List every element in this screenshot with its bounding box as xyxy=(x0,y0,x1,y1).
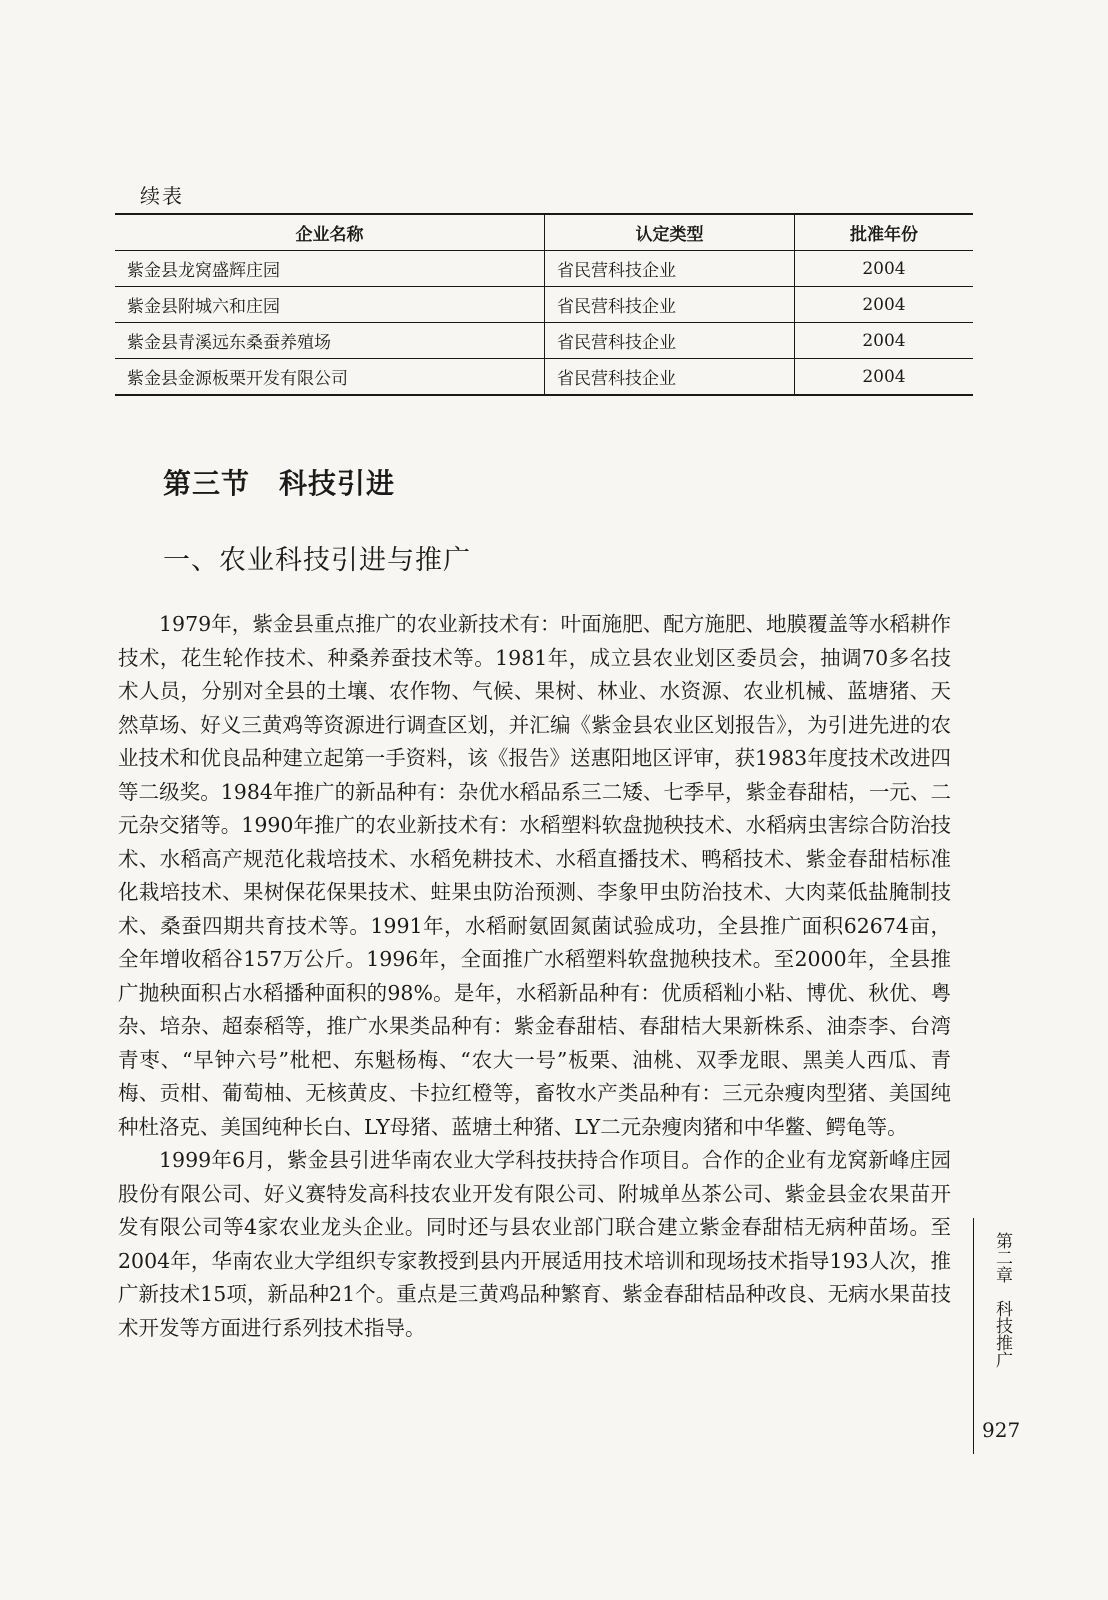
body-text xyxy=(118,608,951,1345)
table-caption: 续表 xyxy=(140,184,184,208)
cell-certification-type: 省民营科技企业 xyxy=(545,287,795,323)
cell-approval-year: 2004 xyxy=(795,323,974,359)
sidebar-divider xyxy=(973,1218,974,1454)
cell-approval-year: 2004 xyxy=(795,251,974,287)
paragraph: 1999年6月，紫金县引进华南农业大学科技扶持合作项目。合作的企业有龙窝新峰庄园股份有限公司、好义赛特发高科技农业开发有限公司、附城单丛茶公司、紫金县金农果苗开发有限公司等4家农业龙头企业。同时还与县农业部门联合建立紫金春甜桔无病种苗场。至2004年，华南农业大学组织专家教授到县内开展适用技术培训和现场技术指导193人次，推广新技术15项，新品种21个。重点是三黄鸡品种繁育、紫金春甜桔品种改良、无病水果苗技术开发等方面进行系列技术指导。 xyxy=(118,1148,951,1340)
cell-enterprise-name: 紫金县青溪远东桑蚕养殖场 xyxy=(115,323,545,359)
cell-approval-year: 2004 xyxy=(795,359,974,396)
cell-approval-year: 2004 xyxy=(795,287,974,323)
column-header-name: 企业名称 xyxy=(115,214,545,251)
column-header-type: 认定类型 xyxy=(545,214,795,251)
table-row xyxy=(115,323,973,359)
enterprise-table xyxy=(115,213,973,396)
subsection-title: 一、农业科技引进与推广 xyxy=(163,545,471,576)
table-row xyxy=(115,251,973,287)
table-header-row xyxy=(115,214,973,251)
cell-certification-type: 省民营科技企业 xyxy=(545,359,795,396)
chapter-label: 第二章 科技推广 xyxy=(992,1232,1012,1368)
page-number: 927 xyxy=(982,1418,1021,1442)
cell-certification-type: 省民营科技企业 xyxy=(545,323,795,359)
cell-certification-type: 省民营科技企业 xyxy=(545,251,795,287)
cell-enterprise-name: 紫金县金源板栗开发有限公司 xyxy=(115,359,545,396)
cell-enterprise-name: 紫金县龙窝盛辉庄园 xyxy=(115,251,545,287)
section-title: 第三节 科技引进 xyxy=(163,467,396,500)
table-row xyxy=(115,359,973,396)
column-header-year: 批准年份 xyxy=(795,214,974,251)
cell-enterprise-name: 紫金县附城六和庄园 xyxy=(115,287,545,323)
table-row xyxy=(115,287,973,323)
paragraph: 1979年，紫金县重点推广的农业新技术有：叶面施肥、配方施肥、地膜覆盖等水稻耕作技术，花生轮作技术、种桑养蚕技术等。1981年，成立县农业划区委员会，抽调70多名技术人员，分别对全县的土壤、农作物、气候、果树、林业、水资源、农业机械、蓝塘猪、天然草场、好义三黄鸡等资源进行调查区划，并汇编《紫金县农业区划报告》，为引进先进的农业技术和优良品种建立起第一手资料，该《报告》送惠阳地区评审，获1983年度技术改进四等二级奖。1984年推广的新品种有：杂优水稻品系三二矮、七季早，紫金春甜桔，一元、二元杂交猪等。1990年推广的农业新技术有：水稻塑料软盘抛秧技术、水稻病虫害综合防治技术、水稻高产规范化栽培技术、水稻免耕技术、水稻直播技术、鸭稻技术、紫金春甜桔标准化栽培技术、果树保花保果技术、蛀果虫防治预测、李象甲虫防治技术、大肉菜低盐腌制技术、桑蚕四期共育技术等。1991年，水稻耐氨固氮菌试验成功，全县推广面积62674亩，全年增收稻谷157万公斤。1996年，全面推广水稻塑料软盘抛秧技术。至2000年，全县推广抛秧面积占水稻播种面积的98%。是年，水稻新品种有：优质稻籼小粘、博优、秋优、粤杂、培杂、超泰稻等，推广水果类品种有：紫金春甜桔、春甜桔大果新株系、油柰李、台湾青枣、“早钟六号”枇杷、东魁杨梅、“农大一号”板栗、油桃、双季龙眼、黑美人西瓜、青梅、贡柑、葡萄柚、无核黄皮、卡拉红橙等，畜牧水产类品种有：三元杂瘦肉型猪、美国纯种杜洛克、美国纯种长白、LY母猪、蓝塘土种猪、LY二元杂瘦肉猪和中华鳖、鳄龟等。 xyxy=(118,612,951,1139)
